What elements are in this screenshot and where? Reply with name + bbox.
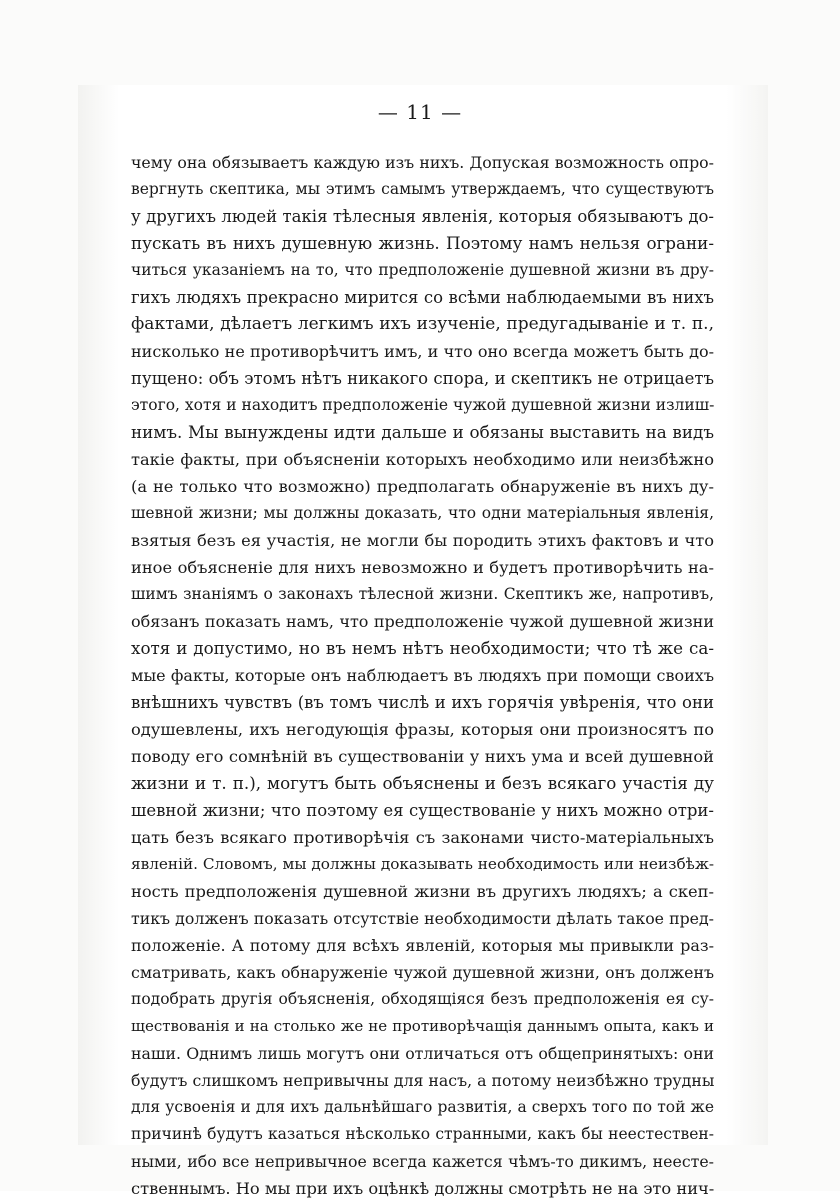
text-line: шимъ знанiямъ о законахъ тѣлесной жизни. Скептикъ же, напротивъ, bbox=[131, 585, 714, 603]
text-line: хотя и допустимо, но въ немъ нѣтъ необходимости; что тѣ же са- bbox=[131, 638, 714, 658]
text-line: мые факты, которые онъ наблюдаетъ въ людяхъ при помощи своихъ bbox=[131, 666, 714, 685]
text-line: пускать въ нихъ душевную жизнь. Поэтому намъ нельзя ограни- bbox=[131, 233, 714, 253]
text-line: у другихъ людей такiя тѣлесныя явленiя, которыя обязываютъ до- bbox=[131, 207, 714, 226]
text-line: чему она обязываетъ каждую изъ нихъ. Допуская возможность опро- bbox=[131, 153, 714, 172]
text-line: ществованiя и на столько же не противорѣчащiя даннымъ опыта, какъ и bbox=[131, 1017, 714, 1035]
text-line: будутъ слишкомъ непривычны для насъ, а потому неизбѣжно трудны bbox=[131, 1071, 715, 1090]
text-line: жизни и т. п.), могутъ быть объяснены и безъ всякаго участiя ду bbox=[131, 773, 714, 793]
text-line: сматривать, какъ обнаруженiе чужой душевной жизни, онъ долженъ bbox=[131, 963, 714, 982]
text-line: ственнымъ. Но мы при ихъ оцѣнкѣ должны смотрѣть не на это нич- bbox=[131, 1179, 715, 1198]
text-line: цать безъ всякаго противорѣчiя съ законами чисто-матерiальныхъ bbox=[131, 828, 714, 847]
text-line: нимъ. Мы вынуждены идти дальше и обязаны выставить на видъ bbox=[131, 422, 714, 442]
text-line: шевной жизни; мы должны доказать, что одни матерiальныя явленiя, bbox=[131, 504, 714, 522]
text-line: иное объясненiе для нихъ невозможно и будетъ противорѣчить на- bbox=[131, 558, 714, 577]
text-line: положенiе. А потому для всѣхъ явленiй, которыя мы привыкли раз- bbox=[131, 936, 714, 955]
text-line: причинѣ будутъ казаться нѣсколько странными, какъ бы неестествен- bbox=[131, 1125, 714, 1143]
text-line: такiе факты, при объясненiи которыхъ необходимо или неизбѣжно bbox=[131, 450, 714, 469]
text-line: фактами, дѣлаетъ легкимъ ихъ изученiе, предугадыванiе и т. п., bbox=[131, 314, 714, 334]
text-line: одушевлены, ихъ негодующiя фразы, которыя они произносятъ по bbox=[131, 720, 714, 739]
text-line: читься указанiемъ на то, что предположенiе душевной жизни въ дру- bbox=[131, 261, 714, 279]
text-line: взятыя безъ ея участiя, не могли бы породить этихъ фактовъ и что bbox=[131, 531, 714, 550]
text-line: подобрать другiя объясненiя, обходящiяся безъ предположенiя ея су- bbox=[131, 990, 714, 1008]
body-text bbox=[131, 149, 714, 1202]
text-line: наши. Однимъ лишь могутъ они отличаться отъ общепринятыхъ: они bbox=[131, 1044, 714, 1063]
text-line: нисколько не противорѣчитъ имъ, и что оно всегда можетъ быть до- bbox=[131, 342, 714, 361]
text-line: гихъ людяхъ прекрасно мирится со всѣми наблюдаемыми въ нихъ bbox=[131, 288, 714, 307]
text-line: внѣшнихъ чувствъ (въ томъ числѣ и ихъ горячiя увѣренiя, что они bbox=[131, 693, 714, 712]
text-line: пущено: объ этомъ нѣтъ никакого спора, и скептикъ не отрицаетъ bbox=[131, 369, 714, 388]
text-line: тикъ долженъ показать отсутствiе необходимости дѣлать такое пред- bbox=[131, 909, 714, 928]
text-line: вергнуть скептика, мы этимъ самымъ утверждаемъ, что существуютъ bbox=[131, 180, 714, 198]
text-line: для усвоенiя и для ихъ дальнѣйшаго развитiя, а сверхъ того по той же bbox=[131, 1098, 714, 1116]
text-line: обязанъ показать намъ, что предположенiе чужой душевной жизни bbox=[131, 612, 714, 631]
text-line: шевной жизни; что поэтому ея существованiе у нихъ можно отри- bbox=[131, 801, 714, 820]
text-line: явленiй. Словомъ, мы должны доказывать необходимость или неизбѣж- bbox=[131, 855, 714, 873]
text-line: этого, хотя и находитъ предположенiе чужой душевной жизни излиш- bbox=[131, 396, 715, 414]
text-line: поводу его сомнѣнiй въ существованiи у нихъ ума и всей душевной bbox=[131, 747, 714, 766]
page-number: — 11 — bbox=[377, 100, 463, 124]
text-line: (а не только что возможно) предполагать обнаруженiе въ нихъ ду- bbox=[131, 477, 714, 496]
text-line: ными, ибо все непривычное всегда кажется чѣмъ-то дикимъ, неесте- bbox=[131, 1152, 714, 1171]
text-line: ность предположенiя душевной жизни въ другихъ людяхъ; а скеп- bbox=[131, 882, 714, 901]
